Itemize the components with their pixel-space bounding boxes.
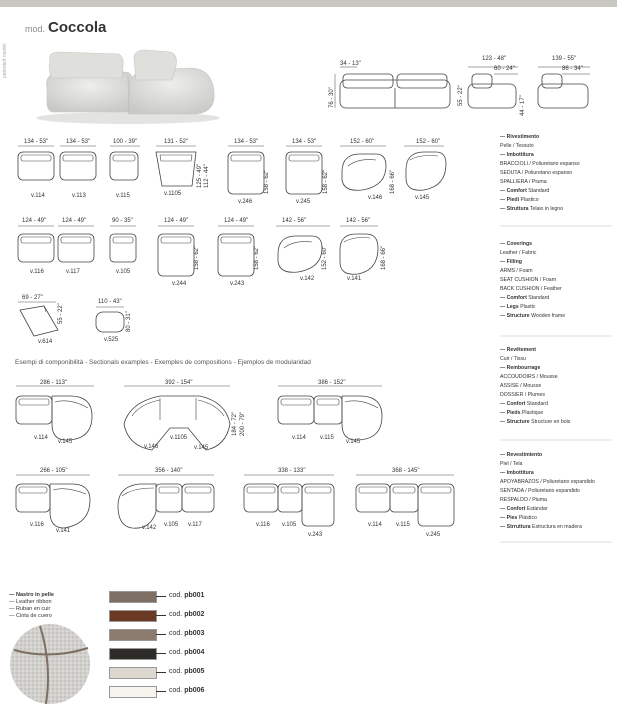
title-prefix: mod.	[25, 24, 46, 34]
side2-height-label: 44 - 17"	[520, 95, 526, 116]
module-code: v.246	[238, 199, 253, 205]
module-code: v.243	[230, 281, 245, 287]
example-code: v.145	[58, 439, 73, 445]
example-width: 356 - 140"	[155, 468, 183, 474]
materials-line: BACK CUSHION / Feather	[500, 286, 562, 292]
swatch-code: cod. pb001	[169, 592, 205, 599]
materials-heading: — Imbottitura	[500, 152, 534, 158]
module-code: v.1105	[164, 191, 182, 197]
example-code: v.145	[194, 445, 209, 451]
module-code: v.614	[38, 339, 53, 345]
module-h1: 125 - 49"	[197, 163, 203, 188]
module-v105	[110, 234, 136, 262]
materials-heading: — Rembourrage	[500, 365, 541, 371]
module-h1: 55 - 22"	[58, 303, 64, 324]
swatch-code: cod. pb002	[169, 611, 205, 618]
materials-line: BRACCIOLI / Poliuretano espanso	[500, 161, 580, 167]
module-h1: 158 - 62"	[194, 245, 200, 270]
example-3	[278, 396, 382, 440]
module-code: v.142	[300, 276, 315, 282]
materials-row: — Struttura Telaio in legno	[500, 206, 564, 212]
module-code: v.116	[30, 269, 44, 275]
module-width: 124 - 49"	[224, 218, 249, 224]
example-code: v.1105	[170, 435, 188, 441]
module-width: 134 - 53"	[66, 139, 91, 145]
materials-row: — Structure Wooden frame	[500, 313, 566, 319]
module-v115	[110, 152, 138, 180]
module-h1: 168 - 66"	[390, 169, 396, 194]
materials-line: Cuir / Tissu	[500, 356, 526, 362]
module-h2: 112 - 44"	[204, 164, 210, 188]
side1-depth-label: 60 - 24"	[494, 66, 515, 72]
module-width: 90 - 35"	[112, 218, 133, 224]
module-code: v.245	[296, 199, 311, 205]
ribbon-line: — Cinta de cuero	[9, 613, 52, 619]
module-h1: 158 - 62"	[254, 245, 260, 270]
materials-line: APOYABRAZOS / Poliuretano expandido	[500, 479, 595, 485]
materials-line: SEDUTA / Poliuretano espanso	[500, 170, 572, 176]
module-width: 110 - 43"	[98, 299, 122, 305]
materials-row: — Comfort Standard	[500, 295, 550, 301]
swatch-leader-line	[156, 634, 166, 635]
materials-line: ASSISE / Mousse	[500, 383, 542, 389]
example-code: v.141	[56, 528, 71, 534]
swatch-leader-line	[156, 596, 166, 597]
materials-line: SENTADA / Poliuretano expandido	[500, 488, 580, 494]
swatch-color	[109, 667, 157, 679]
materials-row: — Confort Standard	[500, 401, 548, 407]
module-width: 142 - 56"	[346, 218, 371, 224]
swatch-color	[109, 610, 157, 622]
module-v141	[340, 234, 378, 274]
example-width: 392 - 154"	[165, 380, 193, 386]
swatch-color	[109, 591, 157, 603]
module-code: v.146	[368, 195, 383, 201]
example-code: v.114	[368, 522, 382, 528]
materials-heading: — Imbottitura	[500, 470, 534, 476]
module-code: v.114	[31, 193, 45, 199]
module-v244	[158, 234, 194, 276]
materials-row: — Structure Structure en bois	[500, 419, 571, 425]
module-width: 124 - 49"	[22, 218, 47, 224]
example-width: 286 - 113"	[40, 380, 68, 386]
swatch-code: cod. pb006	[169, 687, 205, 694]
materials-heading: — Filling	[500, 259, 522, 265]
module-v146	[342, 154, 386, 190]
example-code: v.117	[188, 522, 202, 528]
example-width: 386 - 152"	[318, 380, 346, 386]
module-h1: 158 - 62"	[264, 169, 270, 194]
materials-es	[500, 451, 595, 532]
module-code: v.113	[72, 193, 86, 199]
example-2	[124, 396, 230, 450]
module-v525	[96, 312, 124, 332]
ribbon-line: — Ruban en cuir	[9, 606, 51, 612]
example-width: 338 - 133"	[278, 468, 306, 474]
module-v116	[18, 234, 54, 262]
module-v1105	[156, 152, 196, 186]
side2-depth-label: 86 - 34"	[562, 66, 583, 72]
module-h1: 168 - 66"	[381, 245, 387, 270]
module-code: v.117	[66, 269, 80, 275]
module-width: 131 - 52"	[164, 139, 189, 145]
example-code: v.116	[30, 522, 44, 528]
module-v117	[58, 234, 94, 262]
module-width: 142 - 56"	[282, 218, 307, 224]
side1-height-label: 55 - 22"	[458, 85, 464, 106]
example-code: v.116	[256, 522, 270, 528]
side-note: patented model	[2, 43, 8, 78]
swatch-code: cod. pb003	[169, 630, 205, 637]
materials-heading: — Revestimiento	[500, 452, 543, 458]
example-1	[16, 396, 92, 440]
example-code: v.145	[346, 439, 361, 445]
module-code: v.244	[172, 281, 187, 287]
swatch-leader-line	[156, 653, 166, 654]
example-code: v.115	[320, 435, 334, 441]
module-code: v.145	[415, 195, 430, 201]
module-v145	[406, 152, 446, 190]
hero-sofa-image	[36, 50, 220, 124]
materials-line: SPALLIERA / Piuma	[500, 179, 547, 185]
side2-width-label: 139 - 55"	[552, 56, 577, 62]
fabric-sample-image	[10, 624, 90, 704]
ribbon-legend	[9, 592, 54, 620]
materials-line: DOSSIER / Plumes	[500, 392, 545, 398]
module-v114	[18, 152, 54, 180]
materials-line: ACCOUDOIRS / Mousse	[500, 374, 558, 380]
example-code: v.243	[308, 532, 323, 538]
side1-width-label: 123 - 48"	[482, 56, 507, 62]
front-width-label: 34 - 13"	[340, 61, 361, 67]
materials-line: Leather / Fabric	[500, 250, 537, 256]
swatch-code: cod. pb005	[169, 668, 205, 675]
section-title: Esempi di componibilità - Sectionals examples - Exemples de compositions - Ejemplos de modularidad	[15, 359, 311, 366]
example-width: 368 - 145"	[392, 468, 420, 474]
swatch-color	[109, 629, 157, 641]
module-h1: 80 - 31"	[126, 311, 132, 332]
swatch-code: cod. pb004	[169, 649, 205, 656]
materials-it	[500, 133, 580, 214]
module-code: v.105	[116, 269, 131, 275]
side-elevation-2	[538, 67, 590, 108]
swatch-color	[109, 648, 157, 660]
example-code: v.115	[396, 522, 410, 528]
module-v142	[278, 236, 322, 272]
module-width: 100 - 39"	[113, 139, 138, 145]
module-width: 124 - 49"	[62, 218, 87, 224]
module-width: 124 - 49"	[164, 218, 189, 224]
materials-line: ARMS / Foam	[500, 268, 533, 274]
materials-row: — Pieds Plastique	[500, 410, 544, 416]
module-code: v.525	[104, 337, 119, 343]
module-v243	[218, 234, 254, 276]
example-6	[244, 484, 334, 526]
materials-row: — Confort Estándar	[500, 506, 548, 512]
swatch-leader-line	[156, 615, 166, 616]
materials-heading: — Revêtement	[500, 347, 537, 353]
ribbon-line: — Leather ribbon	[9, 599, 52, 605]
module-v614	[20, 306, 58, 336]
module-v245	[286, 152, 322, 194]
example-h2: 200 - 79"	[240, 411, 246, 436]
example-code: v.114	[34, 435, 48, 441]
module-v246	[228, 152, 264, 194]
front-elevation	[335, 67, 450, 108]
example-code: v.114	[292, 435, 306, 441]
materials-fr	[500, 346, 570, 427]
module-h1: 158 - 62"	[323, 169, 329, 194]
module-width: 134 - 53"	[234, 139, 259, 145]
materials-en	[500, 240, 565, 321]
materials-line: Pelle / Tessuto	[500, 143, 534, 149]
module-width: 69 - 27"	[22, 295, 43, 301]
materials-row: — Strruttura Estructura en madera	[500, 524, 582, 530]
materials-line: Piel / Tela	[500, 461, 523, 467]
front-height-label: 76 - 30"	[329, 87, 335, 108]
example-width: 266 - 105"	[40, 468, 68, 474]
example-code: v.105	[282, 522, 297, 528]
materials-row: — Piedi Plastico	[500, 197, 539, 203]
module-width: 152 - 60"	[416, 139, 441, 145]
example-code: v.245	[426, 532, 441, 538]
materials-heading: — Rivestimento	[500, 134, 540, 140]
swatch-leader-line	[156, 672, 166, 673]
materials-heading: — Coverings	[500, 241, 532, 247]
example-4	[16, 484, 90, 528]
swatch-leader-line	[156, 691, 166, 692]
module-v113	[60, 152, 96, 180]
side-elevation-1	[468, 67, 518, 108]
module-code: v.115	[116, 193, 130, 199]
materials-line: RESPALDO / Piuma	[500, 497, 547, 503]
module-width: 134 - 53"	[292, 139, 317, 145]
swatch-color	[109, 686, 157, 698]
materials-row: — Pies Plástico	[500, 515, 537, 521]
example-h1: 184 - 72"	[232, 411, 238, 436]
module-code: v.141	[347, 276, 362, 282]
module-width: 134 - 53"	[24, 139, 49, 145]
materials-row: — Legs Plastic	[500, 304, 536, 310]
example-7	[356, 484, 454, 526]
ribbon-title: — Nastro in pelle	[9, 592, 54, 598]
materials-line: SEAT CUSHION / Foam	[500, 277, 557, 283]
title-name: Coccola	[48, 19, 107, 36]
module-width: 152 - 60"	[350, 139, 375, 145]
example-code: v.142	[142, 525, 157, 531]
module-h1: 152 - 60"	[322, 245, 328, 270]
example-code: v.105	[164, 522, 179, 528]
materials-row: — Comfort Standard	[500, 188, 550, 194]
example-code: v.146	[144, 444, 159, 450]
